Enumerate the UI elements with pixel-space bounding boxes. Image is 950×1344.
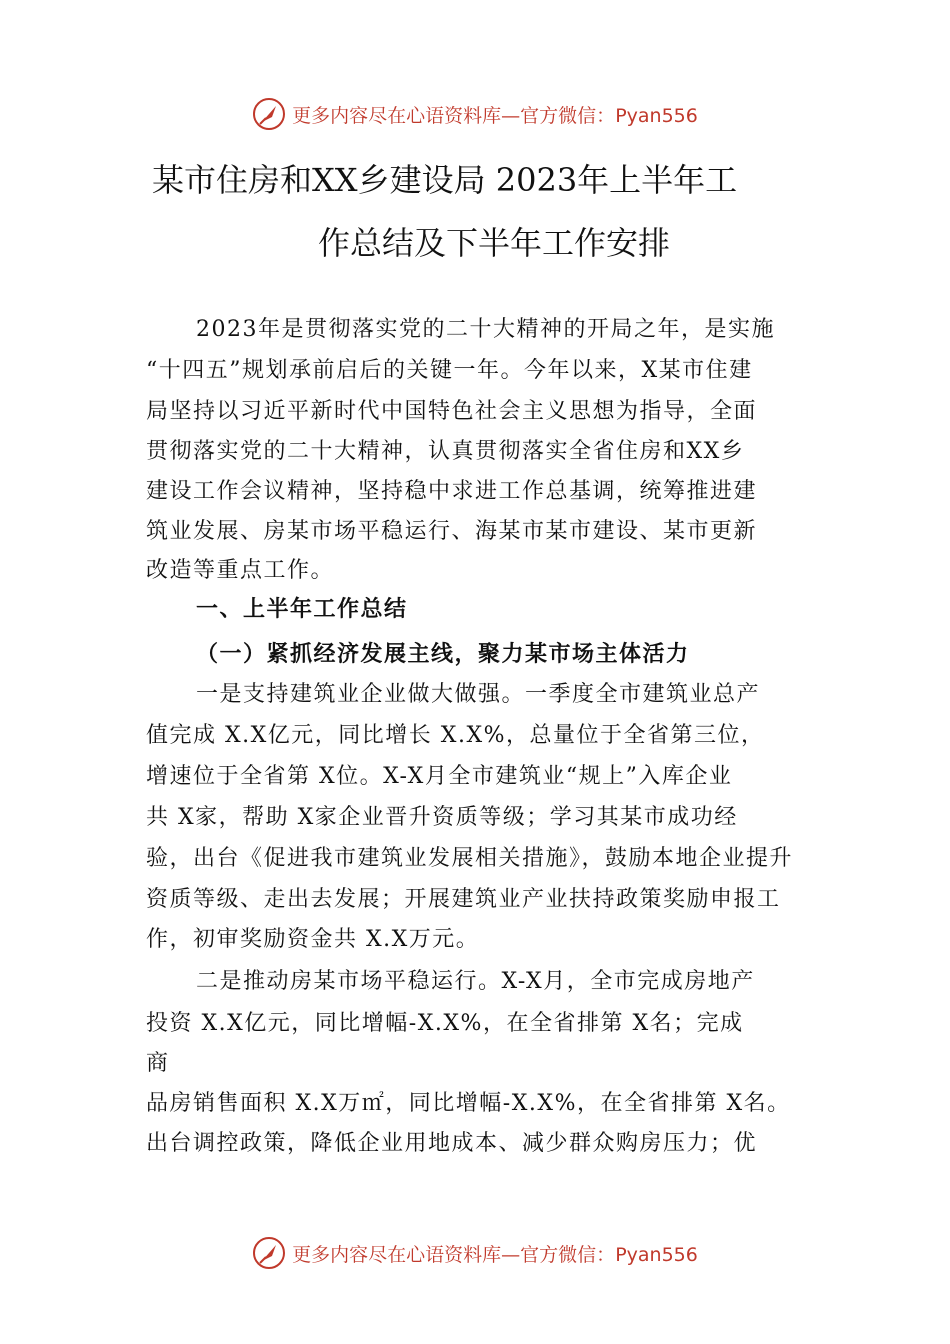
body-line: 贯彻落实党的二十大精神，认真贯彻落实全省住房和XX乡 [146, 439, 745, 464]
body-line: 品房销售面积 X.X万㎡，同比增幅-X.X%，在全省排第 X名。 [146, 1091, 791, 1116]
body-line: 增速位于全省第 X位。X-X月全市建筑业“规上”入库企业 [146, 764, 733, 789]
body-line: 作，初审奖励资金共 X.X万元。 [146, 927, 480, 952]
body-line: 一是支持建筑业企业做大做强。一季度全市建筑业总产 [196, 682, 761, 707]
watermark-header [0, 94, 950, 134]
watermark-text [292, 1240, 698, 1267]
body-line: 投资 X.X亿元，同比增幅-X.X%，在全省排第 X名；完成 [146, 1011, 744, 1036]
body-line: 建设工作会议精神，坚持稳中求进工作总基调，统筹推进建 [146, 479, 758, 504]
body-line: 改造等重点工作。 [146, 558, 335, 583]
watermark-label: 官方微信： [520, 104, 616, 127]
watermark-separator: — [501, 1243, 521, 1266]
subsection-heading: （一）紧抓经济发展主线，聚力某市场主体活力 [196, 641, 690, 667]
body-line: 资质等级、走出去发展；开展建筑业产业扶持政策奖励申报工 [146, 887, 781, 912]
body-line: 出台调控政策，降低企业用地成本、减少群众购房压力；优 [146, 1131, 758, 1156]
body-line: 验，出台《促进我市建筑业发展相关措施》，鼓励本地企业提升 [146, 846, 794, 871]
feather-pen-logo-icon [252, 1236, 286, 1270]
watermark-separator: — [501, 104, 521, 127]
watermark-brand: 更多内容尽在心语资料库 [292, 104, 502, 127]
body-line: 值完成 X.X亿元，同比增长 X.X%，总量位于全省第三位， [146, 723, 765, 748]
feather-pen-logo-icon [252, 97, 286, 131]
body-line: 2023年是贯彻落实党的二十大精神的开局之年，是实施 [196, 317, 775, 342]
document-title-line-1: 某市住房和XX乡建设局 2023年上半年工 [152, 161, 738, 199]
watermark-brand: 更多内容尽在心语资料库 [292, 1243, 502, 1266]
watermark-text [292, 101, 698, 128]
document-title-line-2: 作总结及下半年工作安排 [318, 224, 671, 262]
watermark-wechat-id: Pyan556 [615, 104, 698, 127]
watermark-footer [0, 1233, 950, 1273]
section-heading: 一、上半年工作总结 [196, 597, 408, 622]
body-line: 筑业发展、房某市场平稳运行、海某市某市建设、某市更新 [146, 519, 758, 544]
watermark-label: 官方微信： [520, 1243, 616, 1266]
body-line: 局坚持以习近平新时代中国特色社会主义思想为指导，全面 [146, 399, 758, 424]
body-line: “十四五”规划承前启后的关键一年。今年以来，X某市住建 [146, 358, 753, 383]
body-line: 二是推动房某市场平稳运行。X-X月，全市完成房地产 [196, 969, 755, 994]
watermark-wechat-id: Pyan556 [615, 1243, 698, 1266]
body-line: 共 X家，帮助 X家企业晋升资质等级；学习其某市成功经 [146, 805, 738, 830]
body-line: 商 [146, 1051, 170, 1076]
